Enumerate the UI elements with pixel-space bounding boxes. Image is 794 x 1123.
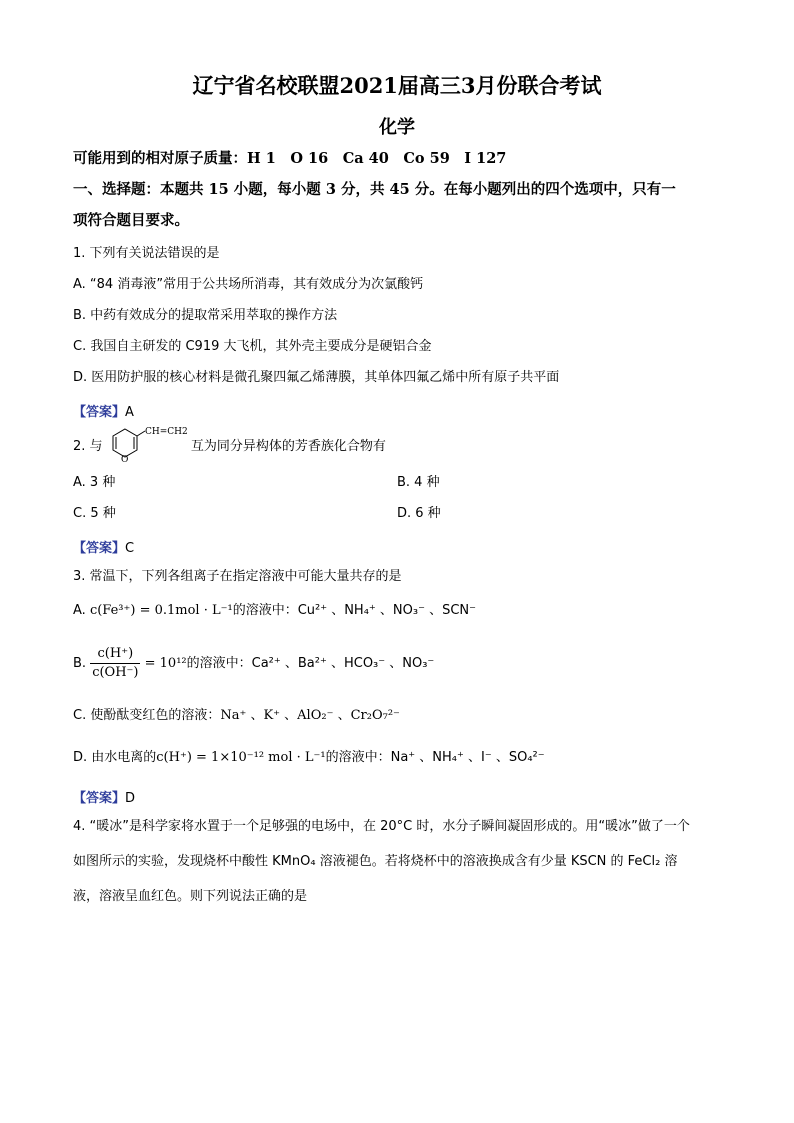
- q3-b-fraction: [90, 645, 140, 682]
- q4-stem-line1: 4. “暖冰”是科学家将水置于一个足够强的电场中，在 20°C 时，水分子瞬间凝固形成的。用“暖冰”做了一个: [73, 819, 690, 834]
- fraction-numerator: c(H⁺): [90, 645, 140, 664]
- q2-stem: [73, 426, 386, 465]
- q3-b-ions: 的溶液中：Ca²⁺ 、Ba²⁺ 、HCO₃⁻ 、NO₃⁻: [186, 656, 435, 671]
- q2-option-d: D. 6 种: [397, 506, 441, 521]
- q3-a-ions: 的溶液中：Cu²⁺ 、NH₄⁺ 、NO₃⁻ 、SCN⁻: [232, 603, 476, 618]
- q3-d-label: D. 由水电离的: [73, 750, 157, 765]
- q1-option-a: A. “84 消毒液”常用于公共场所消毒，其有效成分为次氯酸钙: [73, 277, 424, 292]
- answer-tag: 【答案】: [73, 405, 126, 420]
- atomic-masses: 可能用到的相对原子质量：H 1 O 16 Ca 40 Co 59 I 127: [73, 150, 507, 167]
- exam-title: 辽宁省名校联盟2021届高三3月份联合考试: [192, 73, 602, 98]
- vinyl-group-label: CH=CH2: [144, 426, 187, 437]
- q3-d-ions: 的溶液中：Na⁺ 、NH₄⁺ 、I⁻ 、SO₄²⁻: [325, 750, 545, 765]
- q3-option-a: [73, 602, 476, 620]
- q2-option-a: A. 3 种: [73, 475, 116, 490]
- section-heading-line2: 项符合题目要求。: [73, 212, 189, 229]
- q3-b-ratio: = 10¹²: [144, 656, 187, 671]
- pyran-structure-image: [107, 425, 187, 465]
- q4-stem-line2: 如图所示的实验，发现烧杯中酸性 KMnO₄ 溶液褪色。若将烧杯中的溶液换成含有少量 KSCN 的 FeCl₂ 溶: [73, 854, 678, 869]
- q3-option-c: [73, 707, 400, 725]
- q1-stem: 1. 下列有关说法错误的是: [73, 246, 220, 261]
- pyran-oxygen-label: O: [120, 454, 129, 465]
- answer-tag: 【答案】: [73, 541, 126, 556]
- q2-option-c: C. 5 种: [73, 506, 116, 521]
- q3-c-ions: Na⁺ 、K⁺ 、AlO₂⁻ 、Cr₂O₇²⁻: [220, 708, 400, 723]
- q3-d-condition: c(H⁺) = 1×10⁻¹² mol · L⁻¹: [156, 750, 326, 765]
- q3-option-d: [73, 749, 545, 767]
- subject-title: 化学: [379, 117, 415, 138]
- q3-answer: [73, 787, 135, 806]
- q3-stem: 3. 常温下，下列各组离子在指定溶液中可能大量共存的是: [73, 569, 402, 584]
- q1-option-c: C. 我国自主研发的 C919 大飞机，其外壳主要成分是硬铝合金: [73, 339, 432, 354]
- q3-c-label: C. 使酚酞变红色的溶液：: [73, 708, 221, 723]
- q3-a-label: A.: [73, 603, 86, 618]
- q1-answer: [73, 401, 134, 420]
- q2-stem-suffix: 互为同分异构体的芳香族化合物有: [190, 439, 386, 454]
- q3-a-condition: c(Fe³⁺) = 0.1mol · L⁻¹: [89, 603, 233, 618]
- q3-option-b: [73, 645, 434, 682]
- answer-value: C: [125, 541, 135, 556]
- q1-option-d: D. 医用防护服的核心材料是微孔聚四氟乙烯薄膜，其单体四氟乙烯中所有原子共平面: [73, 370, 560, 385]
- answer-value: D: [125, 791, 136, 806]
- answer-value: A: [125, 405, 134, 420]
- q1-option-b: B. 中药有效成分的提取常采用萃取的操作方法: [73, 308, 338, 323]
- answer-tag: 【答案】: [73, 791, 126, 806]
- q4-stem-line3: 液，溶液呈血红色。则下列说法正确的是: [73, 889, 308, 904]
- q2-answer: [73, 537, 134, 556]
- q2-option-b: B. 4 种: [397, 475, 440, 490]
- fraction-denominator: c(OH⁻): [92, 665, 139, 680]
- section-heading-line1: 一、选择题：本题共 15 小题，每小题 3 分，共 45 分。在每小题列出的四个选项中，只有一: [73, 181, 676, 198]
- q3-b-label: B.: [73, 656, 87, 671]
- q2-stem-prefix: 2. 与: [73, 439, 103, 454]
